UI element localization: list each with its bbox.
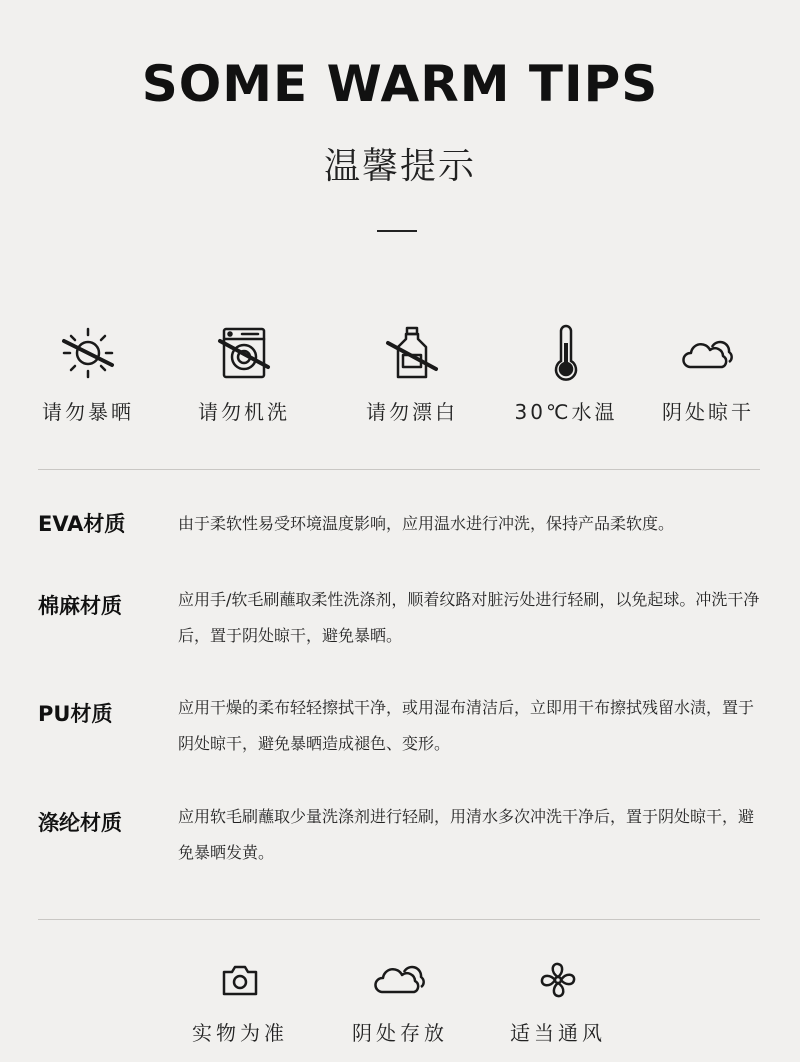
care-label: 请勿漂白 [366, 400, 458, 424]
cloud-icon [678, 323, 738, 383]
bottom-item-shade-store [330, 955, 470, 1046]
care-item-no-machine-wash [174, 318, 314, 425]
material-desc: 由于柔软性易受环境温度影响，应用温水进行冲洗，保持产品柔软度。 [178, 514, 675, 533]
care-item-no-bleach [342, 318, 482, 425]
care-item-water-temp [496, 318, 636, 425]
section-divider [38, 469, 760, 470]
title-divider [377, 230, 417, 232]
no-sun-icon [58, 323, 118, 383]
fan-icon [536, 958, 580, 1002]
material-desc: 应用软毛刷蘸取少量洗涤剂进行轻刷，用清水多次冲洗干净后，置于阴处晾干，避免暴晒发黄。 [178, 807, 755, 862]
care-item-no-sun [18, 318, 158, 425]
care-icons-row [0, 318, 800, 438]
page-title-en: SOME WARM TIPS [141, 55, 659, 113]
material-name: 棉麻材质 [38, 594, 122, 618]
bottom-label: 实物为准 [192, 1021, 288, 1045]
material-name: 涤纶材质 [38, 811, 122, 835]
cloud-icon [372, 958, 428, 1002]
no-bleach-icon [382, 323, 442, 383]
bottom-label: 阴处存放 [352, 1021, 448, 1045]
bottom-label: 适当通风 [510, 1021, 606, 1045]
bottom-icons-row [0, 955, 800, 1055]
care-label: 阴处晾干 [662, 400, 754, 424]
care-label: 30℃水温 [514, 400, 618, 424]
no-washing-machine-icon [214, 323, 274, 383]
care-item-shade-dry [638, 318, 778, 425]
care-label: 请勿暴晒 [42, 400, 134, 424]
material-desc: 应用手/软毛刷蘸取柔性洗涤剂，顺着纹路对脏污处进行轻刷，以免起球。冲洗干净后，置于阴处晾干，避免暴晒。 [178, 590, 760, 645]
bottom-item-actual [170, 955, 310, 1046]
material-name: EVA材质 [38, 512, 126, 536]
care-label: 请勿机洗 [198, 400, 290, 424]
material-desc: 应用干燥的柔布轻轻擦拭干净，或用湿布清洁后，立即用干布擦拭残留水渍，置于阴处晾干，避免暴晒造成褪色、变形。 [178, 698, 755, 753]
camera-icon [218, 958, 262, 1002]
bottom-item-ventilate [488, 955, 628, 1046]
section-divider [38, 919, 760, 920]
thermometer-icon [536, 323, 596, 383]
page-title-cn: 温馨提示 [323, 146, 476, 187]
material-name: PU材质 [38, 702, 113, 726]
